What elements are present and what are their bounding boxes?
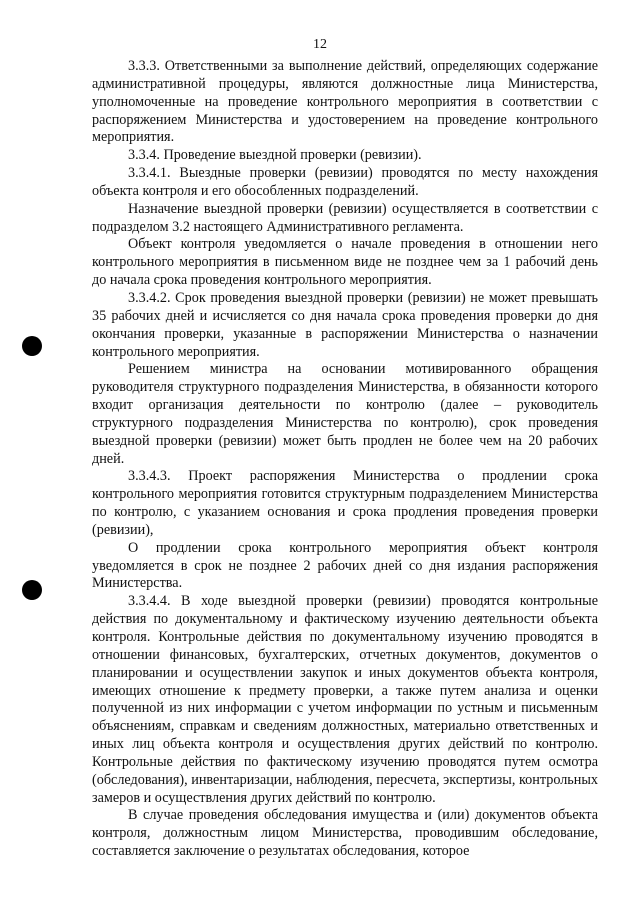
page-number: 12 <box>313 37 327 52</box>
paragraph-3-3-4-3: 3.3.4.3. Проект распоряжения Министерства о продлении срока контрольного мероприятия готовится структурным подразделением Министерства по контролю, с указанием основания и срока продления проведения проверки (ревизии), <box>92 468 598 538</box>
paragraph-extension: Решением министра на основании мотивированного обращения руководителя структурного подразделения Министерства, в обязанности которого входит организация деятельности по контролю (далее – руководитель структурного подразделения Министерства по контролю), срок проведения выездной проверки (ревизии) может быть продлен не более чем на 20 рабочих дней. <box>92 361 598 467</box>
paragraph-3-3-4-2: 3.3.4.2. Срок проведения выездной проверки (ревизии) не может превышать 35 рабочих дней и исчисляется со дня начала срока проведения проверки до дня окончания проверки, указанные в распоряжении Министерства о назначении контрольного мероприятия. <box>92 289 598 360</box>
paragraph-inspection: В случае проведения обследования имущества и (или) документов объекта контроля, должностным лицом Министерства, проводившим обследование, составляется заключение о результатах обследования, которое <box>92 807 598 860</box>
paragraph-3-3-3: 3.3.3. Ответственными за выполнение действий, определяющих содержание административной процедуры, являются должностные лица Министерства, уполномоченные на проведение контрольного мероприятия в соответствии с распоряжением Министерства и удостоверением на проведение контрольного мероприятия. <box>92 58 598 146</box>
punch-hole-top <box>22 336 42 356</box>
paragraph-assignment: Назначение выездной проверки (ревизии) осуществляется в соответствии с подразделом 3.2 настоящего Административного регламента. <box>92 200 598 235</box>
paragraph-3-3-4: 3.3.4. Проведение выездной проверки (ревизии). <box>128 147 422 164</box>
paragraph-extension-notice: О продлении срока контрольного мероприятия объект контроля уведомляется в срок не позднее 2 рабочих дней со дня издания распоряжения Министерства. <box>92 539 598 592</box>
paragraph-3-3-4-1: 3.3.4.1. Выездные проверки (ревизии) проводятся по месту нахождения объекта контроля и его обособленных подразделений. <box>92 165 598 199</box>
body-text <box>92 58 598 861</box>
paragraph-3-3-4-4: 3.3.4.4. В ходе выездной проверки (ревизии) проводятся контрольные действия по документальному и фактическому изучению деятельности объекта контроля. Контрольные действия по документальному изучению проводятся в отношении финансовых, бухгалтерских, отчетных документов, документов о планировании и осуществлении закупок и иных документов объекта контроля, имеющих отношение к предмету проверки, а также путем анализа и оценки полученной из них информации с учетом информации по устным и письменным объяснениям, справкам и сведениям должностных, материально ответственных и иных лиц объекта контроля и осуществления других действий по контролю. Контрольные действия по фактическому изучению проводятся путем осмотра (обследования), инвентаризации, наблюдения, пересчета, экспертизы, контрольных замеров и осуществления других действий по контролю. <box>92 593 598 806</box>
punch-hole-bottom <box>22 580 42 600</box>
paragraph-notification: Объект контроля уведомляется о начале проведения в отношении него контрольного мероприятия в письменном виде не позднее чем за 1 рабочий день до начала срока проведения контрольного мероприятия. <box>92 236 598 289</box>
